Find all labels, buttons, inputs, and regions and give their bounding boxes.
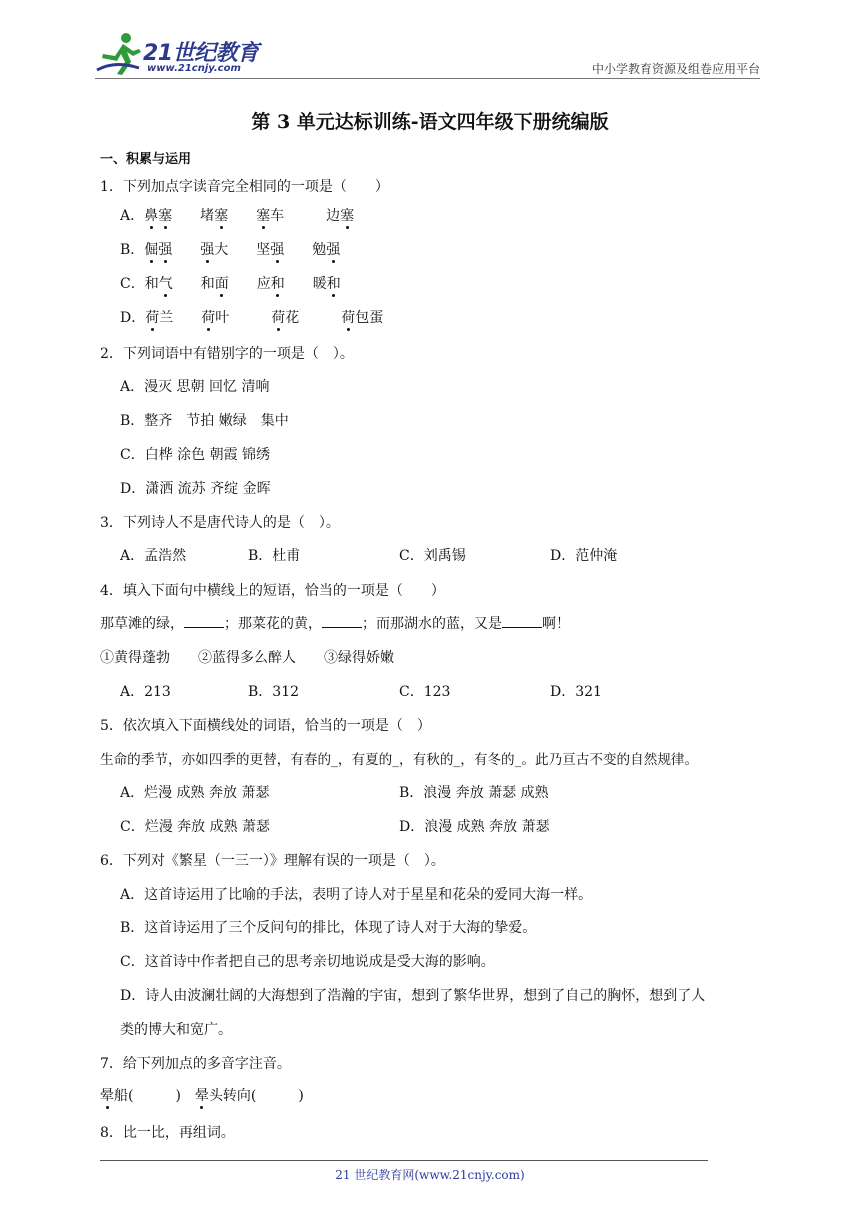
question-7-stem: 7．给下列加点的多音字注音。 [100, 1056, 291, 1072]
question-6-option-d-continued: 类的博大和宽广。 [120, 1022, 232, 1038]
question-5-option-b: B．浪漫 奔放 萧瑟 成熟 [399, 785, 549, 801]
logo-url: www.21cnjy.com [147, 63, 241, 74]
question-2-option-d: D．潇洒 流苏 齐绽 金晖 [120, 481, 271, 497]
question-5-text: 生命的季节，亦如四季的更替，有春的_，有夏的_，有秋的_，有冬的_。此乃亘古不变的自然规律。 [100, 752, 699, 768]
question-3-option-c: C．刘禹锡 [399, 548, 466, 564]
header-platform-name: 中小学教育资源及组卷应用平台 [591, 62, 760, 76]
question-7-items: 晕船( ) 晕头转向( ) [100, 1088, 304, 1104]
question-4-sentence: 那草滩的绿， ；那菜花的黄， ；而那湖水的蓝，又是 啊！ [100, 616, 570, 632]
question-6-option-b: B．这首诗运用了三个反问句的排比，体现了诗人对于大海的挚爱。 [120, 920, 537, 936]
question-5-stem: 5．依次填入下面横线处的词语，恰当的一项是（ ） [100, 718, 431, 734]
question-3-option-d: D．范仲淹 [550, 548, 618, 564]
footer-text: 21 世纪教育网(www.21cnjy.com) [335, 1168, 525, 1182]
question-6-option-d: D．诗人由波澜壮阔的大海想到了浩瀚的宇宙，想到了繁华世界，想到了自己的胸怀，想到了人 [120, 988, 706, 1004]
question-3-option-a: A．孟浩然 [120, 548, 187, 564]
header-divider [95, 78, 760, 79]
question-1-option-b: B．倔强 强大 坚强 勉强 [120, 242, 341, 258]
question-4-phrases: ①黄得蓬勃 ②蓝得多么醉人 ③绿得娇嫩 [100, 650, 394, 666]
question-1-option-d: D．荷兰 荷叶 荷花 荷包蛋 [120, 310, 384, 326]
question-4-stem: 4．填入下面句中横线上的短语，恰当的一项是（ ） [100, 583, 445, 599]
question-4-option-c: C．123 [399, 684, 451, 700]
question-5-option-c: C．烂漫 奔放 成熟 萧瑟 [120, 819, 271, 835]
question-5-option-a: A．烂漫 成熟 奔放 萧瑟 [120, 785, 270, 801]
page-title: 第 3 单元达标训练-语文四年级下册统编版 [251, 111, 609, 133]
question-2-option-a: A．漫灭 思朝 回忆 清响 [120, 379, 270, 395]
runner-icon [95, 30, 145, 76]
question-4-option-d: D．321 [550, 684, 602, 700]
question-6-option-c: C．这首诗中作者把自己的思考亲切地说成是受大海的影响。 [120, 954, 495, 970]
question-6-stem: 6．下列对《繁星（一三一）》理解有误的一项是（ ）。 [100, 853, 445, 869]
question-4-option-a: A．213 [120, 684, 171, 700]
question-2-option-c: C．白桦 涂色 朝霞 锦绣 [120, 447, 271, 463]
question-1-option-a: A．鼻塞 堵塞 塞车 边塞 [120, 208, 355, 224]
question-2-stem: 2．下列词语中有错别字的一项是（ ）。 [100, 346, 354, 362]
logo-text: 21世纪教育 [143, 41, 259, 66]
question-4-option-b: B．312 [248, 684, 300, 700]
site-logo [95, 30, 265, 80]
footer-divider [100, 1160, 708, 1161]
question-2-option-b: B．整齐 节拍 嫩绿 集中 [120, 413, 289, 429]
page-header [95, 30, 760, 80]
question-3-option-b: B．杜甫 [248, 548, 301, 564]
question-8-stem: 8．比一比，再组词。 [100, 1125, 235, 1141]
question-6-option-a: A．这首诗运用了比喻的手法，表明了诗人对于星星和花朵的爱同大海一样。 [120, 887, 593, 903]
question-1-option-c: C．和气 和面 应和 暖和 [120, 276, 341, 292]
section-heading: 一、积累与运用 [100, 152, 192, 167]
question-3-stem: 3．下列诗人不是唐代诗人的是（ ）。 [100, 515, 340, 531]
question-5-option-d: D．浪漫 成熟 奔放 萧瑟 [399, 819, 550, 835]
question-1-stem: 1．下列加点字读音完全相同的一项是（ ） [100, 179, 389, 195]
